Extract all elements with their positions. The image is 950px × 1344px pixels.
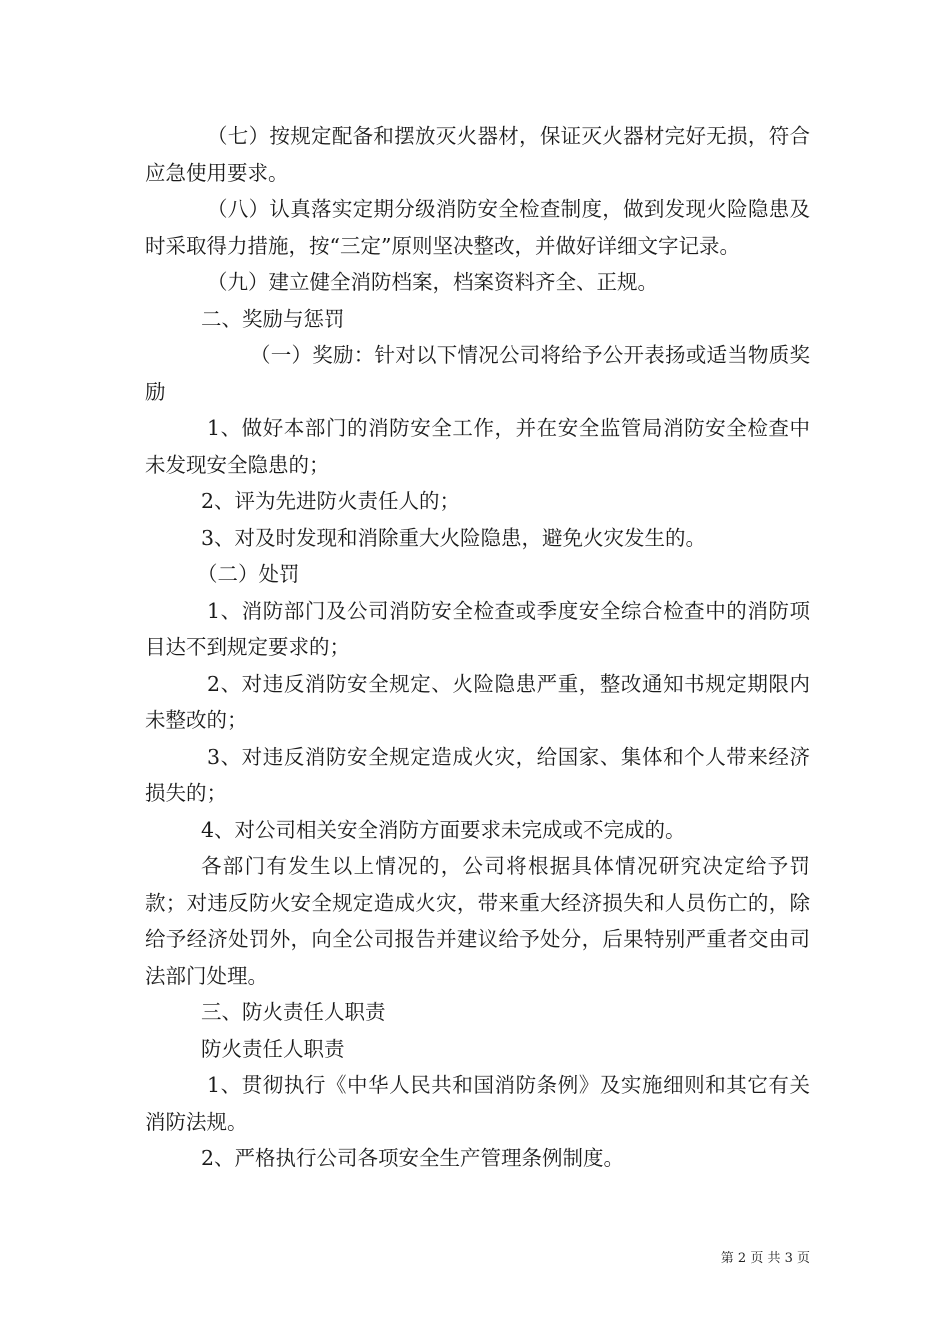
duty-item-1: 1、贯彻执行《中华人民共和国消防条例》及实施细则和其它有关消防法规。 [145, 1073, 810, 1134]
document-body [145, 118, 810, 1177]
section-heading-rewards-penalties: 二、奖励与惩罚 [201, 306, 345, 331]
section-heading-fire-duties: 三、防火责任人职责 [201, 1000, 386, 1024]
reward-item-2: 2、评为先进防火责任人的； [201, 489, 461, 513]
penalty-item-2: 2、对违反消防安全规定、火险隐患严重，整改通知书规定期限内未整改的； [145, 671, 810, 732]
penalty-item-4: 4、对公司相关安全消防方面要求未完成或不完成的。 [201, 817, 686, 842]
penalty-summary-paragraph: 各部门有发生以上情况的，公司将根据具体情况研究决定给予罚款；对违反防火安全规定造成火灾，带来重大经济损失和人员伤亡的，除给予经济处罚外，向全公司报告并建议给予处分，后果特别严重者交由司法部门处理。 [145, 854, 810, 988]
paragraph-item-9: （九）建立健全消防档案，档案资料齐全、正规。 [207, 270, 658, 294]
subsection-heading-penalties: （二）处罚 [197, 562, 300, 586]
penalty-item-1: 1、消防部门及公司消防安全检查或季度安全综合检查中的消防项目达不到规定要求的； [145, 598, 810, 659]
reward-item-3: 3、对及时发现和消除重大火险隐患，避免火灾发生的。 [201, 525, 707, 550]
duty-item-2: 2、严格执行公司各项安全生产管理条例制度。 [201, 1146, 625, 1170]
paragraph-item-7: （七）按规定配备和摆放灭火器材，保证灭火器材完好无损，符合应急使用要求。 [145, 124, 810, 185]
paragraph-item-8: （八）认真落实定期分级消防安全检查制度，做到发现火险隐患及时采取得力措施，按“三定”原则坚决整改，并做好详细文字记录。 [145, 197, 810, 258]
subheading-fire-duties: 防火责任人职责 [201, 1036, 345, 1061]
reward-item-1: 1、做好本部门的消防安全工作，并在安全监管局消防安全检查中未发现安全隐患的； [145, 416, 810, 477]
penalty-item-3: 3、对违反消防安全规定造成火灾，给国家、集体和个人带来经济损失的； [145, 744, 810, 805]
page-number-footer: 第 2 页 共 3 页 [720, 1251, 810, 1266]
subsection-heading-rewards: （一）奖励：针对以下情况公司将给予公开表扬或适当物质奖励 [145, 343, 810, 404]
